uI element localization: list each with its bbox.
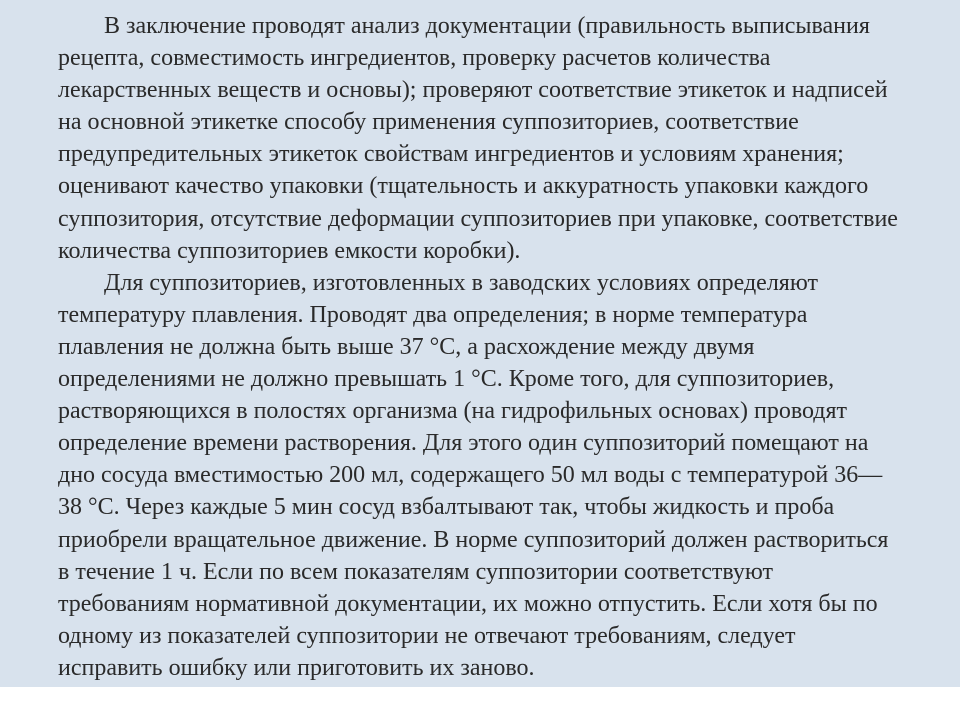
text-line: рецепта, совместимость ингредиентов, проверку расчетов количества bbox=[58, 45, 771, 72]
text-line: в течение 1 ч. Если по всем показателям суппозитории соответствуют bbox=[58, 558, 774, 585]
text-line: дно сосуда вместимостью 200 мл, содержащего 50 мл воды с температурой 36— bbox=[58, 462, 883, 489]
text-line: суппозитория, отсутствие деформации суппозиториев при упаковке, соответствие bbox=[58, 205, 898, 232]
text-line: на основной этикетке способу применения суппозиториев, соответствие bbox=[58, 109, 799, 136]
text-line: предупредительных этикеток свойствам ингредиентов и условиям хранения; bbox=[58, 141, 844, 168]
text-line: растворяющихся в полостях организма (на гидрофильных основах) проводят bbox=[58, 398, 848, 425]
paragraph-documentation-analysis bbox=[12, 10, 948, 267]
text-line: исправить ошибку или приготовить их заново. bbox=[58, 654, 535, 681]
slide-text-body bbox=[12, 10, 948, 684]
text-line: температуру плавления. Проводят два определения; в норме температура bbox=[58, 301, 808, 328]
text-line: определениями не должно превышать 1 °С. Кроме того, для суппозиториев, bbox=[58, 366, 835, 393]
text-line: количества суппозиториев емкости коробки). bbox=[58, 237, 521, 264]
text-line: требованиям нормативной документации, их можно отпустить. Если хотя бы по bbox=[58, 590, 878, 617]
text-line: 38 °С. Через каждые 5 мин сосуд взбалтывают так, чтобы жидкость и проба bbox=[58, 494, 835, 521]
text-line: определение времени растворения. Для этого один суппозиторий помещают на bbox=[58, 430, 869, 457]
text-line: лекарственных веществ и основы); проверяют соответствие этикеток и надписей bbox=[58, 77, 888, 104]
text-line: В заключение проводят анализ документации (правильность выписывания bbox=[104, 13, 870, 39]
text-line: плавления не должна быть выше 37 °С, а расхождение между двумя bbox=[58, 333, 755, 360]
text-line: Для суппозиториев, изготовленных в заводских условиях определяют bbox=[104, 269, 818, 296]
text-line: одному из показателей суппозитории не отвечают требованиям, следует bbox=[58, 622, 796, 649]
paragraph-melting-point-test bbox=[12, 267, 948, 684]
text-line: оценивают качество упаковки (тщательность и аккуратность упаковки каждого bbox=[58, 173, 869, 200]
text-line: приобрели вращательное движение. В норме суппозиторий должен раствориться bbox=[58, 526, 889, 553]
